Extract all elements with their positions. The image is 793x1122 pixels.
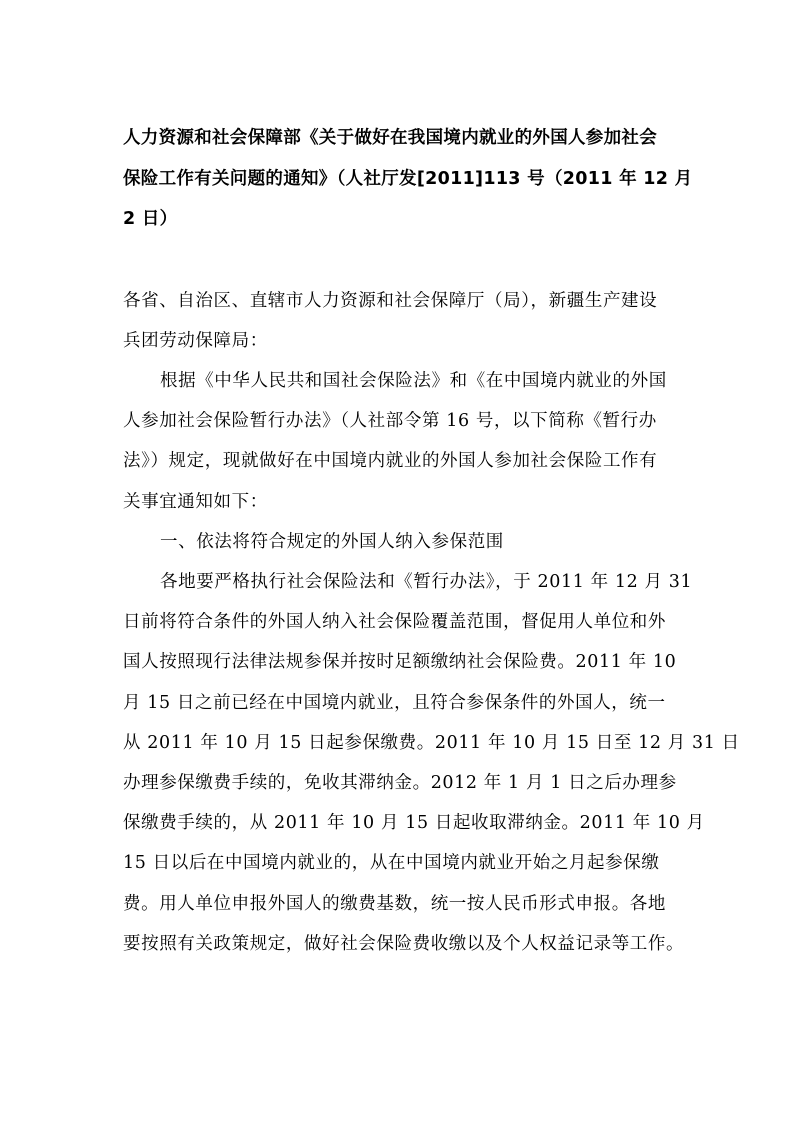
body-line: 15 日以后在中国境内就业的，从在中国境内就业开始之月起参保缴 — [123, 853, 660, 874]
body-line: 费。用人单位申报外国人的缴费基数，统一按人民币形式申报。各地 — [123, 893, 666, 914]
section-1 — [123, 522, 740, 964]
body-line: 各地要严格执行社会保险法和《暂行办法》，于 2011 年 12 月 31 — [160, 571, 693, 592]
body-line: 日前将符合条件的外国人纳入社会保险覆盖范围，督促用人单位和外 — [123, 612, 666, 633]
intro-paragraph — [123, 361, 683, 522]
body-line: 人参加社会保险暂行办法》（人社部令第 16 号，以下简称《暂行办 — [123, 411, 657, 432]
salutation — [123, 281, 683, 361]
document-body — [123, 281, 740, 964]
body-line: 月 15 日之前已经在中国境内就业，且符合参保条件的外国人，统一 — [123, 692, 666, 713]
title-line: 保险工作有关问题的通知》（人社厅发[2011]113 号（2011 年 12 月 — [123, 168, 693, 189]
body-line: 从 2011 年 10 月 15 日起参保缴费。2011 年 10 月 15 日至 12 月 31 日 — [123, 732, 740, 753]
document-title — [123, 118, 693, 240]
title-line: 2 日） — [123, 209, 178, 229]
body-line: 各省、自治区、直辖市人力资源和社会保障厅（局），新疆生产建设 — [123, 290, 658, 311]
body-line: 兵团劳动保障局： — [123, 330, 268, 351]
document-page — [123, 118, 740, 964]
body-line: 关事宜通知如下： — [123, 491, 268, 512]
section-heading: 一、依法将符合规定的外国人纳入参保范围 — [160, 531, 504, 552]
body-line: 根据《中华人民共和国社会保险法》和《在中国境内就业的外国 — [160, 370, 667, 391]
body-line: 保缴费手续的，从 2011 年 10 月 15 日起收取滞纳金。2011 年 10 月 — [123, 813, 705, 834]
title-line: 人力资源和社会保障部《关于做好在我国境内就业的外国人参加社会 — [123, 128, 657, 148]
body-line: 国人按照现行法律法规参保并按时足额缴纳社会保险费。2011 年 10 — [123, 652, 677, 673]
body-line: 法》）规定，现就做好在中国境内就业的外国人参加社会保险工作有 — [123, 451, 658, 472]
body-line: 要按照有关政策规定，做好社会保险费收缴以及个人权益记录等工作。 — [123, 933, 685, 954]
body-line: 办理参保缴费手续的，免收其滞纳金。2012 年 1 月 1 日之后办理参 — [123, 772, 677, 793]
